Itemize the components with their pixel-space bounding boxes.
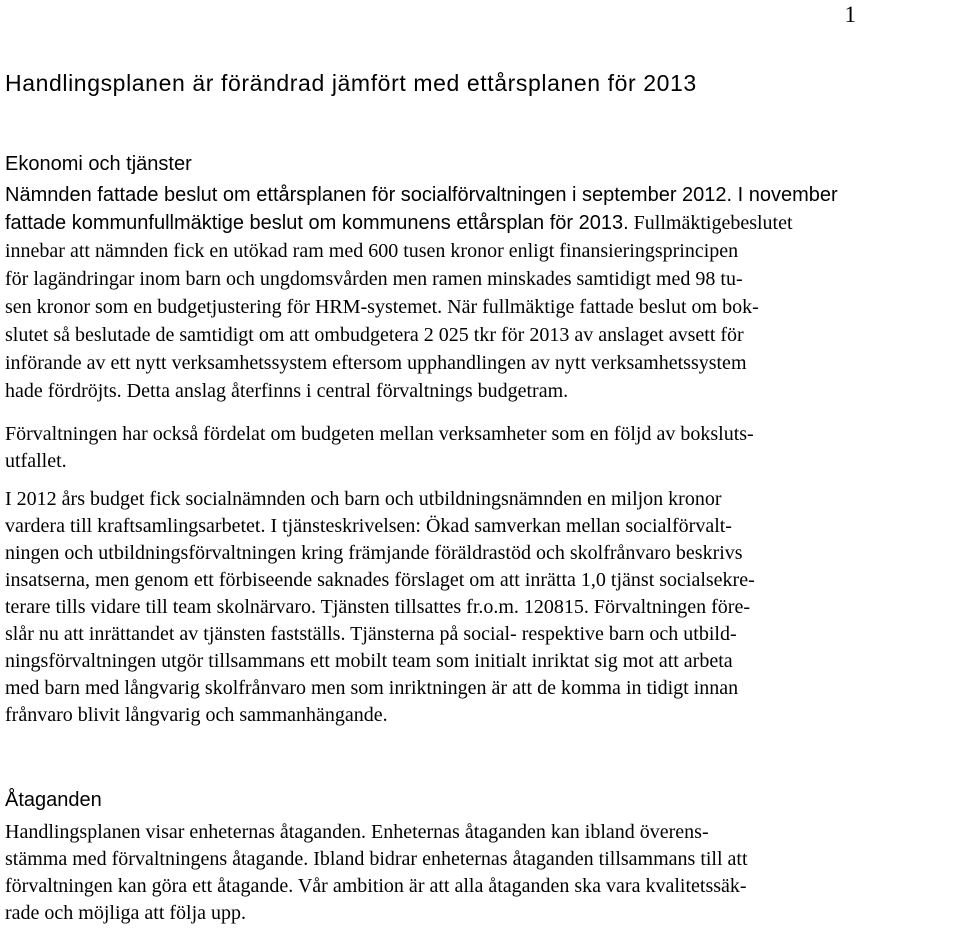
text-line: sen kronor som en budgetjustering för HRM-systemet. När fullmäktige fattade beslut om bok- <box>5 296 759 318</box>
text-line: rade och möjliga att följa upp. <box>5 902 247 924</box>
page-number: 1 <box>844 2 856 27</box>
text-line: för lagändringar inom barn och ungdomsvården men ramen minskades samtidigt med 98 tu- <box>5 268 743 290</box>
text-line: förvaltningen kan göra ett åtagande. Vår ambition är att alla åtaganden ska vara kvalitetssäk- <box>5 875 747 897</box>
text-line: utfallet. <box>5 450 67 472</box>
section-heading-ataganden: Åtaganden <box>5 789 102 811</box>
section-heading-ekonomi: Ekonomi och tjänster <box>5 153 192 175</box>
text-line: insatserna, men genom ett förbiseende saknades förslaget om att inrätta 1,0 tjänst socialsekre- <box>5 569 755 591</box>
text-line: terare tills vidare till team skolnärvaro. Tjänsten tillsattes fr.o.m. 120815. Förvaltningen före- <box>5 596 750 618</box>
text-line: med barn med långvarig skolfrånvaro men som inriktningen är att de komma in tidigt innan <box>5 677 739 699</box>
page-title: Handlingsplanen är förändrad jämfört med ettårsplanen för 2013 <box>5 70 697 96</box>
text-line: fattade kommunfullmäktige beslut om kommunens ettårsplan för 2013. Fullmäktigebeslutet <box>5 212 793 234</box>
text-line: I 2012 års budget fick socialnämnden och barn och utbildningsnämnden en miljon kronor <box>5 488 722 510</box>
paragraph-omfordelning <box>5 421 955 475</box>
text-line: slutet så beslutade de samtidigt om att ombudgetera 2 025 tkr för 2013 av anslaget avsett för <box>5 324 744 346</box>
paragraph-ekonomi <box>5 182 955 406</box>
paragraph-kraftsamling <box>5 486 955 729</box>
text-line: stämma med förvaltningens åtagande. Ibland bidrar enheternas åtaganden tillsammans till att <box>5 848 748 870</box>
text-line: innebar att nämnden fick en utökad ram med 600 tusen kronor enligt finansieringsprincipen <box>5 240 739 262</box>
text-line: ningen och utbildningsförvaltningen kring främjande föräldrastöd och skolfrånvaro beskrivs <box>5 542 743 564</box>
text-line: införande av ett nytt verksamhetssystem eftersom upphandlingen av nytt verksamhetssystem <box>5 352 747 374</box>
text-line: Förvaltningen har också fördelat om budgeten mellan verksamheter som en följd av boksluts- <box>5 423 754 445</box>
text-line: frånvaro blivit långvarig och sammanhängande. <box>5 704 388 726</box>
text-line: ningsförvaltningen utgör tillsammans ett mobilt team som initialt inriktat sig mot att arbeta <box>5 650 733 672</box>
text-line: Nämnden fattade beslut om ettårsplanen för socialförvaltningen i september 2012. I november <box>5 184 838 206</box>
text-line: hade fördröjts. Detta anslag återfinns i central förvaltnings budgetram. <box>5 380 569 402</box>
text-line: Handlingsplanen visar enheternas åtaganden. Enheternas åtaganden kan ibland överens- <box>5 821 709 843</box>
text-line: vardera till kraftsamlingsarbetet. I tjänsteskrivelsen: Ökad samverkan mellan socialförvalt- <box>5 515 732 537</box>
paragraph-ataganden <box>5 819 955 927</box>
text-line: slår nu att inrättandet av tjänsten fastställs. Tjänsterna på social- respektive barn och utbild- <box>5 623 737 645</box>
